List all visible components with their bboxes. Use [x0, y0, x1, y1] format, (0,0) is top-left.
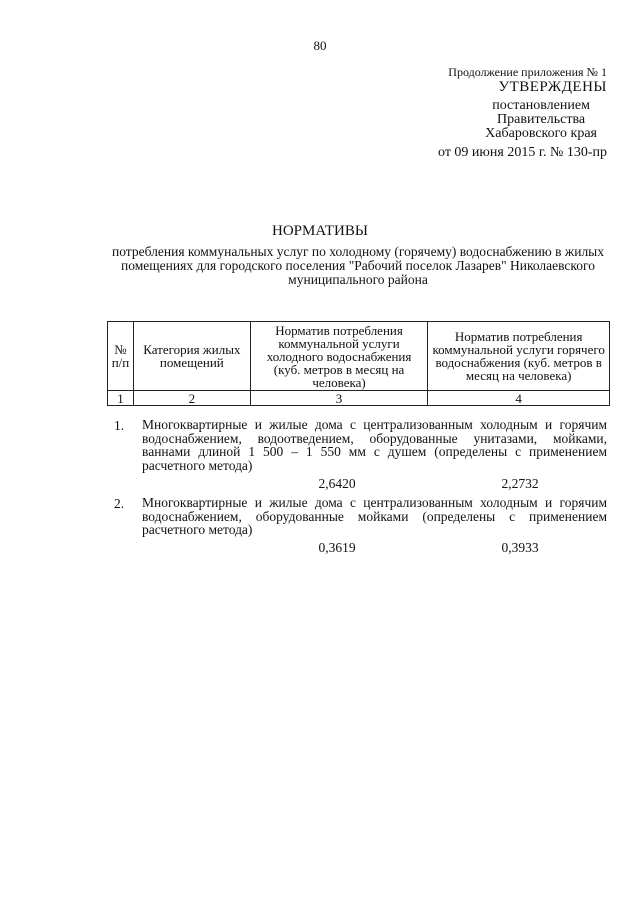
- column-number: 3: [250, 391, 428, 406]
- row-number: 1.: [114, 418, 125, 433]
- approval-date: от 09 июня 2015 г. № 130-пр: [438, 145, 607, 160]
- approval-line-3: Хабаровского края: [485, 126, 597, 141]
- column-number: 1: [108, 391, 134, 406]
- hot-water-value: 2,2732: [501, 476, 539, 491]
- table-header-row: [108, 322, 610, 391]
- approval-authority: [485, 99, 597, 141]
- header-cold-water: Норматив потребления коммунальной услуги холодного водоснабжения (куб. метров в месяц на человека): [250, 322, 428, 391]
- appendix-continuation: Продолжение приложения № 1: [448, 65, 607, 79]
- table-column-numbers-row: [108, 391, 610, 406]
- row-number: 2.: [114, 496, 125, 511]
- hot-water-value: 0,3933: [501, 540, 539, 555]
- row-description: Многоквартирные и жилые дома с централизованным холодным и горячим водоснабжением, оборудованные мойками (определены с применением расчетного метода): [142, 495, 607, 537]
- approval-line-2: Правительства: [497, 112, 586, 127]
- page-number: 80: [313, 38, 327, 53]
- header-category: Категория жилых помещений: [133, 322, 250, 391]
- header-number: № п/п: [108, 322, 134, 391]
- column-number: 2: [133, 391, 250, 406]
- document-subtitle: потребления коммунальных услуг по холодному (горячему) водоснабжению в жилых помещениях для городского поселения "Рабочий поселок Лазарев" Николаевского муниципального района: [112, 244, 604, 287]
- header-hot-water: Норматив потребления коммунальной услуги горячего водоснабжения (куб. метров в месяц на человека): [428, 322, 610, 391]
- norms-table: [107, 321, 610, 406]
- cold-water-value: 0,3619: [318, 540, 356, 555]
- approval-line-1: постановлением: [492, 98, 590, 113]
- column-number: 4: [428, 391, 610, 406]
- row-description: Многоквартирные и жилые дома с централизованным холодным и горячим водоснабжением, водоотведением, оборудованные унитазами, мойками, ваннами длиной 1 500 – 1 550 мм с душем (определены с применением расчетного метода): [142, 417, 607, 473]
- cold-water-value: 2,6420: [318, 476, 356, 491]
- document-title: НОРМАТИВЫ: [272, 223, 368, 239]
- approved-heading: УТВЕРЖДЕНЫ: [498, 79, 607, 95]
